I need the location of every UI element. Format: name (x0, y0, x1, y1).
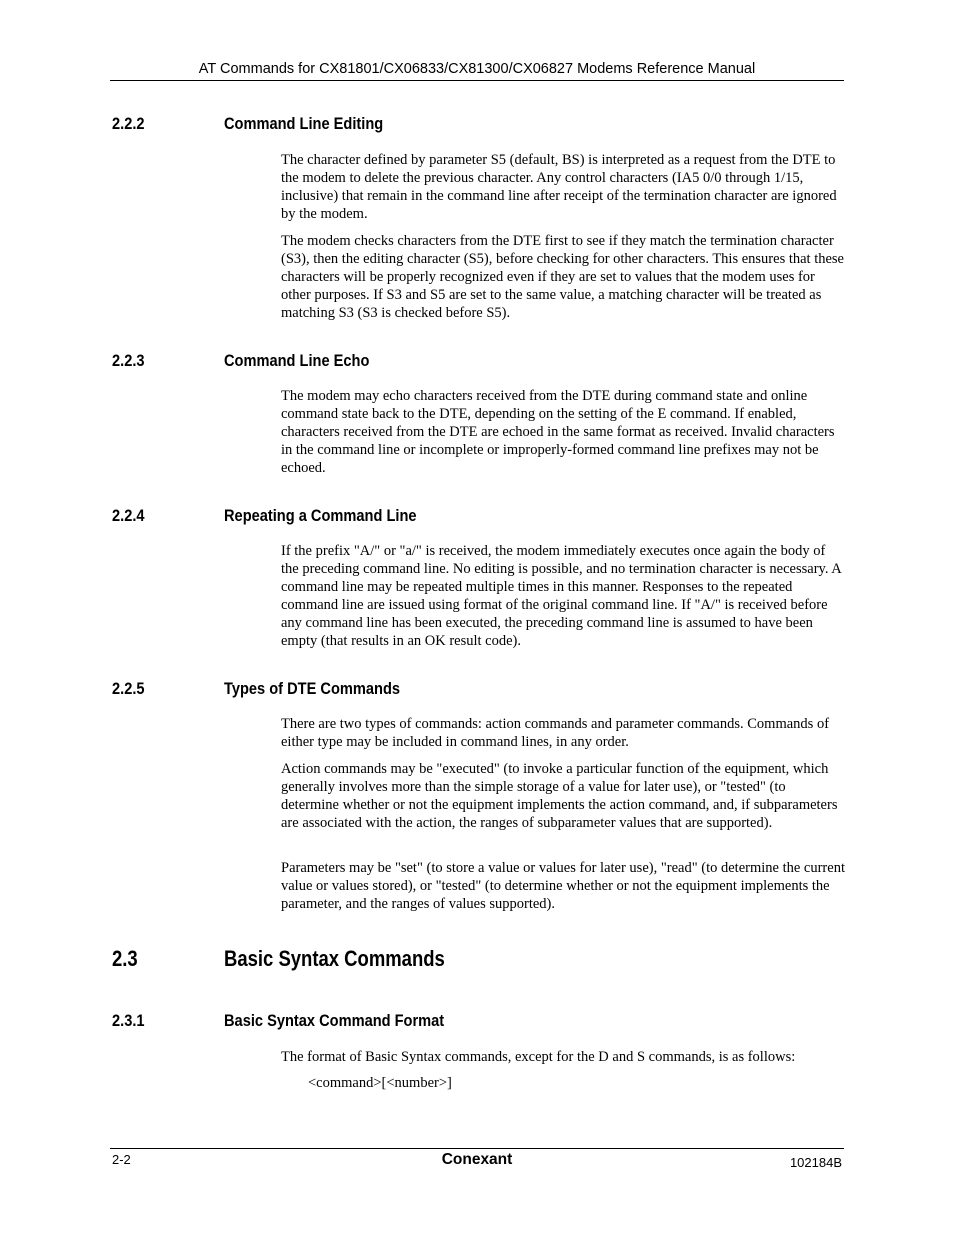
footer-rule (110, 1148, 844, 1149)
section-number: 2.2.2 (112, 114, 145, 133)
section-title: Basic Syntax Commands (224, 946, 445, 971)
page-number: 2-2 (112, 1152, 131, 1167)
section-title: Command Line Echo (224, 351, 370, 370)
paragraph: If the prefix "A/" or "a/" is received, the modem immediately executes once again the body of the preceding command line. No editing is possible, and no termination character is necessary. A command line may be repeated multiple times in this manner. Responses to the repeated command line are issued using format of the original command line. If "A/" is received before any command line has been executed, the preceding command line is assumed to have been empty (that results in an OK result code). (281, 543, 841, 650)
section-number: 2.2.5 (112, 679, 145, 698)
section-title: Command Line Editing (224, 114, 384, 133)
paragraph: There are two types of commands: action commands and parameter commands. Commands of either type may be included in command lines, in any order. (281, 716, 830, 751)
paragraph: Action commands may be "executed" (to invoke a particular function of the equipment, which generally involves more than the simple storage of a value for later use), or "tested" (to determine whether or not the equipment implements the action command, and, if subparameters are associated with the action, the ranges of subparameter values that are supported). (281, 761, 838, 832)
paragraph: Parameters may be "set" (to store a value or values for later use), "read" (to determine the current value or values stored), or "tested" (to determine whether or not the equipment implements the parameter, and the ranges of values supported). (281, 860, 845, 913)
header-title: AT Commands for CX81801/CX06833/CX81300/CX06827 Modems Reference Manual (198, 61, 756, 77)
section-title: Repeating a Command Line (224, 506, 417, 525)
section-number: 2.2.3 (112, 351, 145, 370)
company-name: Conexant (441, 1151, 513, 1168)
section-title: Types of DTE Commands (224, 679, 401, 698)
header-rule (110, 80, 844, 81)
paragraph: The format of Basic Syntax commands, except for the D and S commands, is as follows: (281, 1049, 796, 1065)
paragraph: The character defined by parameter S5 (default, BS) is interpreted as a request from the DTE to the modem to delete the previous character. Any control characters (IA5 0/0 through 1/15, inclusive) that remain in the command line after receipt of the termination character are ignored by the modem. (281, 152, 837, 223)
paragraph: The modem checks characters from the DTE first to see if they match the termination character (S3), then the editing character (S5), before checking for other characters. This ensures that these characters will be properly recognized even if they are set to values that the modem uses for other purposes. If S3 and S5 are set to the same value, a matching character will be treated as matching S3 (S3 is checked before S5). (281, 233, 844, 322)
section-number: 2.3.1 (112, 1011, 145, 1030)
document-number: 102184B (789, 1155, 842, 1170)
section-title: Basic Syntax Command Format (224, 1011, 445, 1030)
section-number: 2.3 (112, 946, 138, 971)
section-number: 2.2.4 (112, 506, 145, 525)
paragraph: The modem may echo characters received from the DTE during command state and online command state back to the DTE, depending on the setting of the E command. If enabled, characters received from the DTE are echoed in the same format as received. Invalid characters in the command line or incomplete or improperly-formed command line prefixes may not be echoed. (281, 388, 835, 477)
syntax-example: <command>[<number>] (308, 1075, 452, 1091)
